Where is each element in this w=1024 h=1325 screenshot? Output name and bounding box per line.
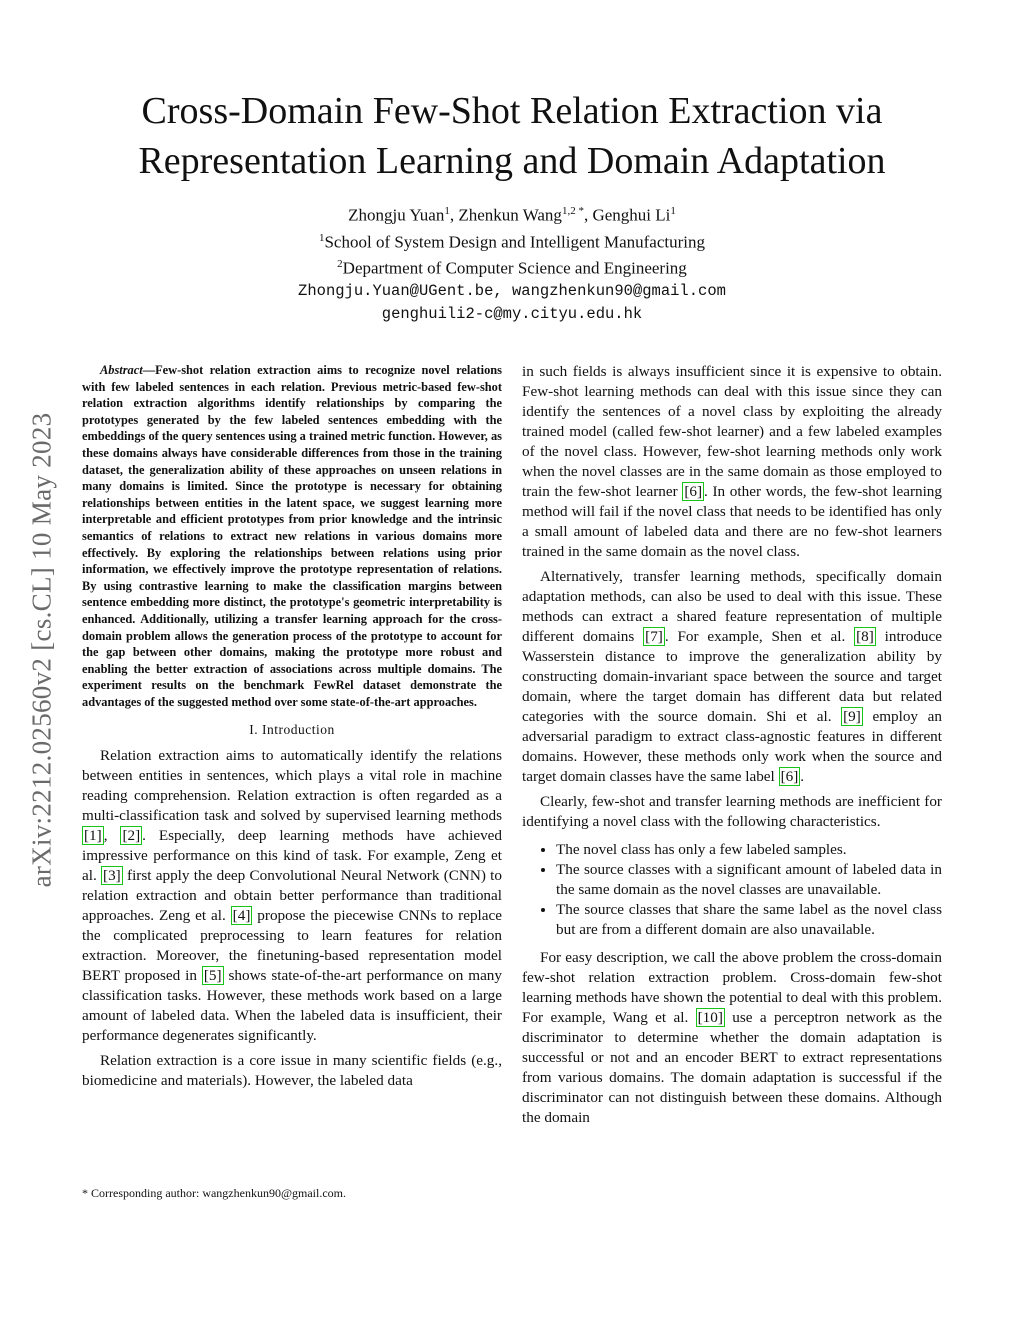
right-paragraph-3: Clearly, few-shot and transfer learning methods are inefficient for identifying a novel class with the following characteristics. (522, 793, 942, 830)
aff1-sup: 1 (318, 231, 325, 244)
text-span: in such fields is always insufficient since it is expensive to obtain. Few-shot learning methods can deal with this issue since they can identify the sentences of a novel class by exploiting the already trained model (called few-shot learner) and a few labeled examples of the novel class. However, few-shot learning methods only work when the novel classes are in the same domain as those employed to train the few-shot learner (522, 363, 942, 500)
text-span: first apply the deep Convolutional Neural Network (CNN) to relation extraction and obtain better performance than traditional approaches. Zeng et al. (82, 867, 502, 925)
citation-link[interactable]: [1] (84, 827, 102, 845)
list-item: • The source classes with a significant amount of labeled data in the same domain as the novel classes are unavailable. (556, 860, 942, 900)
citation-link[interactable]: [4] (232, 907, 251, 925)
author-2-sup: 1,2 * (561, 205, 584, 217)
citation-link[interactable]: [9] (843, 708, 861, 725)
title-line-2: Representation Learning and Domain Adaptation (138, 140, 886, 182)
citation-link[interactable]: [10] (697, 1009, 723, 1026)
characteristics-list (522, 840, 942, 940)
author-3-sup: 1 (670, 205, 676, 217)
list-item: • The novel class has only a few labeled samples. (556, 840, 942, 860)
text-span: employ an adversarial paradigm to extract class-agnostic features in different domains. However, these methods only work when the source and target domain classes have the same label (522, 708, 942, 785)
text-span: . (800, 768, 805, 785)
email-line-1: Zhongju.Yuan@UGent.be, wangzhenkun90@gmail.com (298, 281, 726, 300)
affiliation-1 (90, 227, 934, 254)
citation-link[interactable]: [8] (856, 628, 874, 645)
abstract-text: —Few-shot relation extraction aims to recognize novel relations with few labeled sentences in each relation. Previous metric-based few-shot relation extraction algorithms identify relationships by comparing the prototypes generated by the few labeled sentences embedding with the embeddings of the query sentences using a trained metric function. However, as these domains always have considerable differences from those in the training dataset, the generalization ability of these approaches on unseen relations in many domains is limited. Since the prototype is necessary for obtaining relationships between entities in the latent space, we suggest learning more interpretable and efficient prototypes from prior knowledge and the intrinsic semantics of relations to extract new relations in various domains more effectively. By exploring the relationships between relations using prior information, we effectively improve the prototype representation of relations. By using contrastive learning to make the classification margins between sentence embedding more distinct, the prototype's geometric interpretability is enhanced. Additionally, utilizing a transfer learning approach for the cross-domain problem allows the generation process of the prototype to account for the gap between other domains, making the prototype more robust and enabling the better extraction of associations across multiple domains. The experiment results on the benchmark FewRel dataset demonstrate the advantages of the suggested method over some state-of-the-art approaches. (82, 363, 502, 709)
text-span: shows state-of-the-art performance on many classification tasks. However, these methods work based on a large amount of labeled data. When the labeled data is insufficient, their performance degenerates significantly. (82, 967, 502, 1045)
intro-paragraph-1 (82, 746, 502, 1046)
text-span: . In other words, the few-shot learning method will fail if the novel class that needs to be identified has only a small amount of labeled data and there are no few-shot learners trained in the same domain as the novel class. (522, 483, 942, 560)
text-span: use a perceptron network as the discriminator to determine whether the domain adaptation is successful or not and an encoder BERT to extract representations from various domains. The domain adaptation is successful if the discriminator can not distinguish between these domains. Although the domain (522, 1009, 942, 1126)
right-paragraph-1 (522, 362, 942, 562)
author-3: Genghui Li (592, 205, 671, 225)
author-block (90, 200, 934, 326)
author-2: Zhenkun Wang (458, 205, 562, 225)
citation-link[interactable]: [6] (684, 483, 703, 500)
author-1-sup: 1 (444, 205, 450, 217)
text-span: introduce Wasserstein distance to improve the generalization ability by constructing domain-invariant space between the source and target domain, where the target domain has different data but related categories with the source domain. Shi et al. (522, 628, 942, 725)
email-2[interactable]: wangzhenkun90@gmail.com (512, 281, 726, 300)
text-span: Relation extraction aims to automatically identify the relations between entities in sentences, which plays a vital role in machine reading comprehension. Relation extraction is often regarded as a multi-classification task and solved by supervised learning methods (82, 747, 502, 825)
footnote: * Corresponding author: wangzhenkun90@gmail.com. (82, 1186, 346, 1200)
author-1: Zhongju Yuan (348, 205, 445, 225)
text-span: propose the piecewise CNNs to replace the complicated preprocessing to learn features for relation extraction. Moreover, the finetuning-based representation model BERT proposed in (82, 907, 502, 985)
affiliation-2 (90, 253, 934, 280)
text-span: . For example, Shen et al. (664, 628, 855, 645)
text-span: For easy description, we call the above problem the cross-domain few-shot relation extraction problem. Cross-domain few-shot learning methods have shown the potential to deal with this problem. For example, Wang et al. (522, 949, 942, 1026)
right-paragraph-4 (522, 948, 942, 1128)
citation-link[interactable]: [3] (103, 867, 121, 885)
citation-link[interactable]: [2] (122, 827, 141, 845)
citation-link[interactable]: [6] (780, 768, 799, 785)
aff2-text: Department of Computer Science and Engineering (342, 258, 687, 278)
citation-link[interactable]: [5] (203, 967, 222, 985)
aff1-text: School of System Design and Intelligent Manufacturing (324, 232, 706, 252)
left-column (82, 362, 502, 1091)
text-span: Alternatively, transfer learning methods, specifically domain adaptation methods, can also be used to deal with this issue. These methods can extract a shared feature representation of multiple different domains (522, 568, 942, 645)
title-line-1: Cross-Domain Few-Shot Relation Extraction via (141, 90, 883, 132)
email-3[interactable]: genghuili2-c@my.cityu.edu.hk (381, 304, 643, 323)
abstract-label: Abstract (100, 363, 143, 377)
arxiv-identifier: arXiv:2212.02560v2 [cs.CL] 10 May 2023 (26, 412, 57, 888)
paper-title (90, 86, 934, 186)
citation-link[interactable]: [7] (645, 628, 663, 645)
arxiv-sidebar (22, 350, 62, 950)
aff2-sup: 2 (337, 258, 343, 271)
text-span: , (103, 827, 121, 845)
list-item: • The source classes that share the same label as the novel class but are from a different domain are also unavailable. (556, 900, 942, 940)
right-paragraph-2 (522, 567, 942, 787)
abstract (82, 362, 502, 710)
text-span: . Especially, deep learning methods have achieved impressive performance on this kind of task. For example, Zeng et al. (82, 827, 502, 885)
author-names: Zhongju Yuan$^1$, Zhenkun Wang$^{1,2 *}$, Genghui Li$^1$ (348, 205, 676, 225)
email-line-2 (90, 303, 934, 326)
section-heading-introduction: I. Introduction (249, 722, 335, 738)
email-1[interactable]: Zhongju.Yuan@UGent.be (298, 281, 494, 300)
right-column (522, 362, 942, 1128)
intro-paragraph-2: Relation extraction is a core issue in many scientific fields (e.g., biomedicine and materials). However, the labeled data (82, 1052, 502, 1090)
